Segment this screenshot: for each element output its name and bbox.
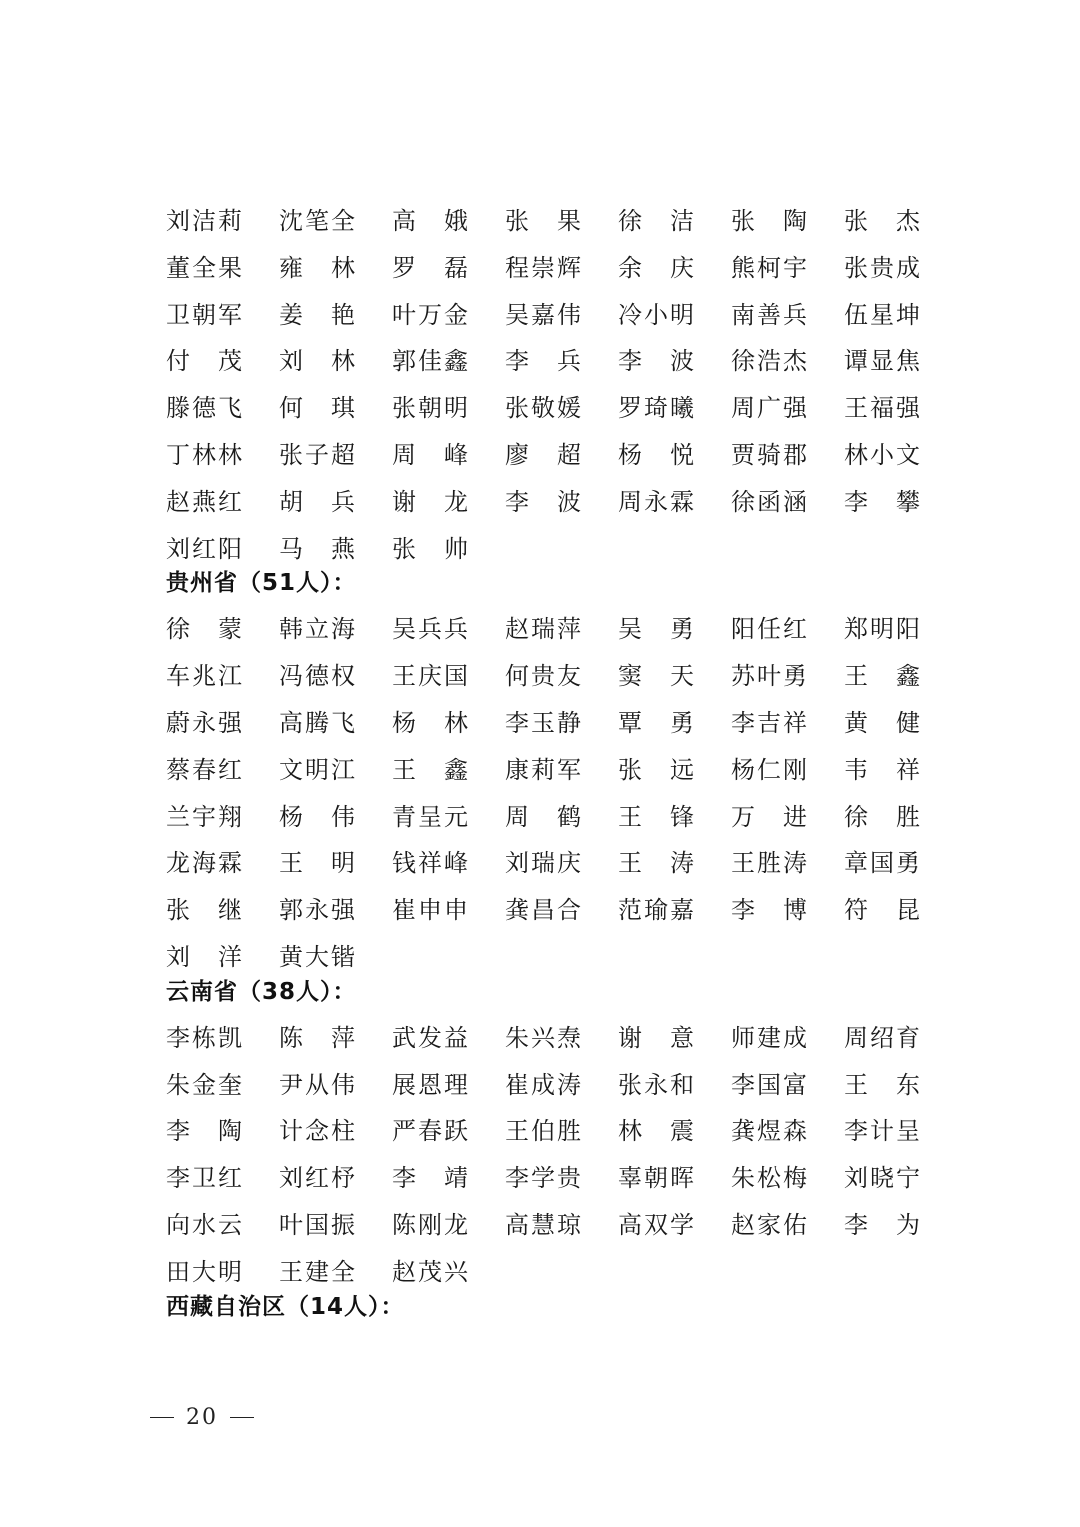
person-name: 章 国 勇: [844, 849, 920, 878]
person-name: 杨 伟: [279, 802, 355, 831]
person-name: 朱 金 奎: [166, 1070, 242, 1099]
person-name: 张 朝 明: [392, 394, 468, 423]
person-name: 冯 德 权: [279, 662, 355, 691]
footer-dash-left: [150, 1417, 174, 1419]
person-name: 马 燕: [279, 534, 355, 563]
person-name: 陈 萍: [279, 1023, 355, 1052]
person-name: 张 继: [166, 896, 242, 925]
person-name: 辜 朝 晖: [618, 1164, 694, 1193]
person-name: 王 伯 胜: [505, 1117, 581, 1146]
person-name: 冷 小 明: [618, 300, 694, 329]
person-name: 刘 瑞 庆: [505, 849, 581, 878]
person-name: 张 果: [505, 207, 581, 235]
person-name: 高 腾 飞: [279, 708, 355, 737]
person-name: 吴 勇: [618, 615, 694, 644]
province-heading: 西藏自治区（14人）：: [166, 1293, 405, 1320]
name-grid: [166, 606, 926, 980]
person-name: 贾 骑 郡: [731, 440, 807, 469]
person-name: 李 兵: [505, 347, 581, 376]
person-name: 雍 林: [279, 253, 355, 282]
person-name: 黄 健: [844, 708, 920, 737]
person-name: 熊 柯 宇: [731, 253, 807, 282]
province-heading: 贵州省（51人）：: [166, 570, 357, 597]
person-name: 何 贵 友: [505, 662, 581, 691]
page-footer: [150, 1405, 254, 1430]
person-name: 车 兆 江: [166, 662, 242, 691]
person-name: 李 学 贵: [505, 1164, 581, 1193]
person-name: 文 明 江: [279, 755, 355, 784]
person-name: 张 敬 媛: [505, 394, 581, 423]
person-name: 李 为: [844, 1210, 920, 1239]
person-name: 徐 胜: [844, 802, 920, 831]
person-name: 符 昆: [844, 896, 920, 925]
person-name: 张 陶: [731, 207, 807, 235]
person-name: 刘 洁 莉: [166, 207, 242, 235]
person-name: 张 远: [618, 755, 694, 784]
person-name: 李 吉 祥: [731, 708, 807, 737]
person-name: 严 春 跃: [392, 1117, 468, 1146]
person-name: 韦 祥: [844, 755, 920, 784]
person-name: 李 计 呈: [844, 1117, 920, 1146]
person-name: 杨 悦: [618, 440, 694, 469]
person-name: 何 琪: [279, 394, 355, 423]
person-name: 王 胜 涛: [731, 849, 807, 878]
person-name: 窦 天: [618, 662, 694, 691]
person-name: 苏 叶 勇: [731, 662, 807, 691]
person-name: 龚 煜 森: [731, 1117, 807, 1146]
person-name: 赵 茂 兴: [392, 1257, 468, 1286]
person-name: 张 永 和: [618, 1070, 694, 1099]
name-grid: [166, 1015, 926, 1296]
person-name: 刘 洋: [166, 942, 242, 971]
page-number: 20: [186, 1405, 218, 1430]
person-name: 郭 永 强: [279, 896, 355, 925]
person-name: 尹 从 伟: [279, 1070, 355, 1099]
person-name: 王 锋: [618, 802, 694, 831]
person-name: 叶 国 振: [279, 1210, 355, 1239]
person-name: 覃 勇: [618, 708, 694, 737]
person-name: 付 茂: [166, 347, 242, 376]
person-name: 高 双 学: [618, 1210, 694, 1239]
person-name: 张 贵 成: [844, 253, 920, 282]
person-name: 王 鑫: [392, 755, 468, 784]
person-name: 郑 明 阳: [844, 615, 920, 644]
footer-dash-right: [230, 1417, 254, 1419]
person-name: 林 小 文: [844, 440, 920, 469]
person-name: 兰 宇 翔: [166, 802, 242, 831]
person-name: 刘 晓 宁: [844, 1164, 920, 1193]
person-name: 蔡 春 红: [166, 755, 242, 784]
person-name: 周 鹤: [505, 802, 581, 831]
person-name: 高 慧 琼: [505, 1210, 581, 1239]
person-name: 吴 兵 兵: [392, 615, 468, 644]
person-name: 王 东: [844, 1070, 920, 1099]
person-name: 龚 昌 合: [505, 896, 581, 925]
person-name: 丁 林 林: [166, 440, 242, 469]
person-name: 林 震: [618, 1117, 694, 1146]
person-name: 赵 燕 红: [166, 487, 242, 516]
person-name: 滕 德 飞: [166, 394, 242, 423]
person-name: 郭 佳 鑫: [392, 347, 468, 376]
person-name: 韩 立 海: [279, 615, 355, 644]
person-name: 廖 超: [505, 440, 581, 469]
person-name: 伍 星 坤: [844, 300, 920, 329]
person-name: 朱 松 梅: [731, 1164, 807, 1193]
person-name: 崔 申 申: [392, 896, 468, 925]
person-name: 吴 嘉 伟: [505, 300, 581, 329]
person-name: 赵 瑞 萍: [505, 615, 581, 644]
person-name: 阳 任 红: [731, 615, 807, 644]
person-name: 康 莉 军: [505, 755, 581, 784]
person-name: 程 崇 辉: [505, 253, 581, 282]
person-name: 杨 仁 刚: [731, 755, 807, 784]
person-name: 武 发 益: [392, 1023, 468, 1052]
person-name: 崔 成 涛: [505, 1070, 581, 1099]
person-name: 余 庆: [618, 253, 694, 282]
person-name: 李 玉 静: [505, 708, 581, 737]
person-name: 叶 万 金: [392, 300, 468, 329]
person-name: 李 靖: [392, 1164, 468, 1193]
person-name: 谢 龙: [392, 487, 468, 516]
person-name: 朱 兴 焘: [505, 1023, 581, 1052]
person-name: 李 栋 凯: [166, 1023, 242, 1052]
person-name: 展 恩 理: [392, 1070, 468, 1099]
person-name: 周 绍 育: [844, 1023, 920, 1052]
person-name: 王 庆 国: [392, 662, 468, 691]
person-name: 刘 红 阳: [166, 534, 242, 563]
person-name: 王 福 强: [844, 394, 920, 423]
person-name: 计 念 柱: [279, 1117, 355, 1146]
person-name: 田 大 明: [166, 1257, 242, 1286]
person-name: 姜 艳: [279, 300, 355, 329]
person-name: 陈 刚 龙: [392, 1210, 468, 1239]
person-name: 徐 函 涵: [731, 487, 807, 516]
person-name: 王 明: [279, 849, 355, 878]
person-name: 李 国 富: [731, 1070, 807, 1099]
person-name: 张 子 超: [279, 440, 355, 469]
person-name: 李 波: [618, 347, 694, 376]
person-name: 张 杰: [844, 207, 920, 235]
person-name: 万 进: [731, 802, 807, 831]
person-name: 沈 笔 全: [279, 207, 355, 235]
person-name: 罗 磊: [392, 253, 468, 282]
person-name: 范 瑜 嘉: [618, 896, 694, 925]
person-name: 向 水 云: [166, 1210, 242, 1239]
person-name: 周 广 强: [731, 394, 807, 423]
person-name: 徐 浩 杰: [731, 347, 807, 376]
person-name: 李 卫 红: [166, 1164, 242, 1193]
person-name: 刘 红 杼: [279, 1164, 355, 1193]
person-name: 周 永 霖: [618, 487, 694, 516]
person-name: 李 攀: [844, 487, 920, 516]
person-name: 李 波: [505, 487, 581, 516]
person-name: 罗 琦 曦: [618, 394, 694, 423]
person-name: 高 娥: [392, 207, 468, 235]
person-name: 刘 林: [279, 347, 355, 376]
person-name: 蔚 永 强: [166, 708, 242, 737]
person-name: 张 帅: [392, 534, 468, 563]
name-list-content: [166, 198, 926, 1330]
province-heading: 云南省（38人）：: [166, 978, 357, 1005]
person-name: 董 全 果: [166, 253, 242, 282]
person-name: 钱 祥 峰: [392, 849, 468, 878]
person-name: 徐 洁: [618, 207, 694, 235]
person-name: 南 善 兵: [731, 300, 807, 329]
person-name: 胡 兵: [279, 487, 355, 516]
person-name: 徐 蒙: [166, 615, 242, 644]
person-name: 杨 林: [392, 708, 468, 737]
person-name: 龙 海 霖: [166, 849, 242, 878]
person-name: 青 呈 元: [392, 802, 468, 831]
person-name: 谢 意: [618, 1023, 694, 1052]
person-name: 黄 大 锴: [279, 942, 355, 971]
person-name: 王 建 全: [279, 1257, 355, 1286]
person-name: 王 鑫: [844, 662, 920, 691]
person-name: 周 峰: [392, 440, 468, 469]
person-name: 王 涛: [618, 849, 694, 878]
name-grid: [166, 198, 926, 572]
person-name: 李 陶: [166, 1117, 242, 1146]
person-name: 李 博: [731, 896, 807, 925]
person-name: 谭 显 焦: [844, 347, 920, 376]
person-name: 赵 家 佑: [731, 1210, 807, 1239]
person-name: 师 建 成: [731, 1023, 807, 1052]
person-name: 卫 朝 军: [166, 300, 242, 329]
